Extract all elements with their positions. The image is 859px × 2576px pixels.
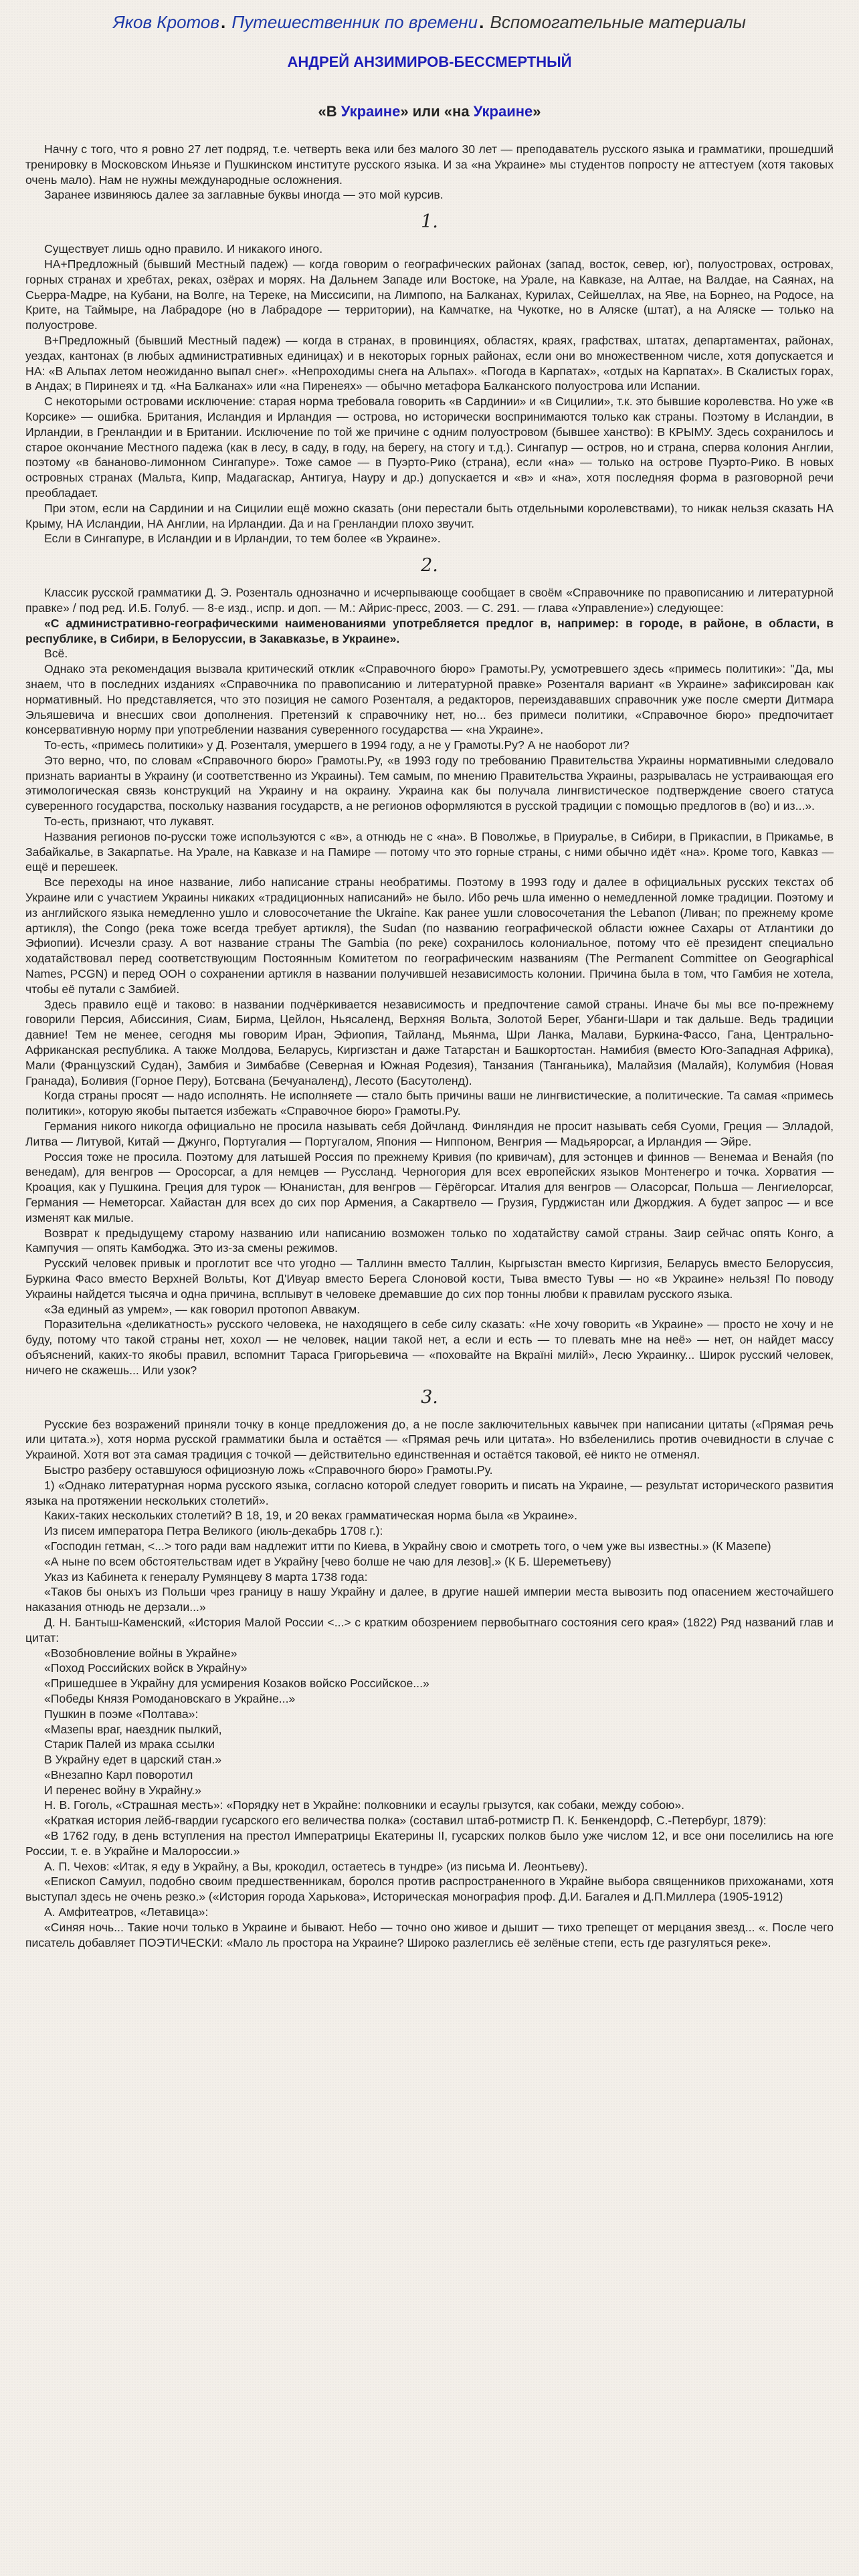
site-header <box>25 0 834 39</box>
article-title: «В Украине» или «на Украине» <box>318 103 541 120</box>
paragraph: «Внезапно Карл поворотил <box>44 1767 193 1782</box>
paragraph: А. П. Чехов: «Итак, я еду в Украйну, а Вы, крокодил, остаетесь в тундре» (из письма И. Леонтьеву). <box>44 1859 588 1873</box>
paragraph: «Господин гетман, <...> того ради вам надлежит итти по Киева, в Украйну свою и смотреть того, о чем уже вы известны.» (К Мазепе) <box>44 1539 771 1553</box>
paragraph: Названия регионов по-русски тоже используются с «в», а отнюдь не с «на». В Поволжье, в Приуралье, в Сибири, в Прикаспии, в Прикамье, в Забайкалье, в Закарпатье. На Урале, на Кавказе и на Памире — потому что это горные страны, с ними обычно идёт «на». Кроме того, Кавказ — ещё и перешеек. <box>25 829 834 874</box>
paragraph: А. Амфитеатров, «Летавица»: <box>44 1905 209 1919</box>
paragraph: Начну с того, что я ровно 27 лет подряд, т.е. четверть века или без малого 30 лет — преподаватель русского языка и грамматики, прошедший тренировку в Московском Иньязе и Пушкинском институте русского языка. И за «на Украине» мы студентов попросту не аттестуем (хотя таковых очень мало). Нам не нужны международные осложнения. <box>25 142 834 187</box>
section-number: 2. <box>421 555 438 576</box>
paragraph: Здесь правило ещё и таково: в названии подчёркивается независимость и предпочтение самой страны. Иначе бы мы все по-прежнему говорили Персия, Абиссиния, Сиам, Бирма, Цейлон, Ньясаленд, Верхняя Вольта, Золотой Берег, Убанги-Шари и так дальше. Ведь традиции давние! Тем не менее, сегодня мы говорим Иран, Эфиопия, Тайланд, Мьянма, Шри Ланка, Малави, Буркина-Фассо, Гана, Центрально-Африканская республика. А также Молдова, Беларусь, Киргизстан и даже Татарстан и Башкортостан. Намибия (вместо Юго-Западная Африка), Мали (Французский Судан), Замбия и Зимбабве (Северная и Южная Родезия), Танзания (Танганьика), Малайзия (Малайя), Колумбия (Новая Гранада), Боливия (Горное Перу), Ботсвана (Бечуаналенд), Лесото (Басутоленд). <box>25 997 834 1087</box>
paragraph: Если в Сингапуре, в Исландии и в Ирландии, то тем более «в Украине». <box>44 532 441 546</box>
paragraph: «Возобновление войны в Украйне» <box>44 1646 237 1660</box>
paragraph: Возврат к предыдущему старому названию или написанию возможен только по ходатайству самой страны. Заир сейчас опять Конго, а Кампучия — опять Камбоджа. Это из-за смены режимов. <box>25 1226 834 1255</box>
paragraph: Русские без возражений приняли точку в конце предложения до, а не после заключительных кавычек при написании цитаты («Прямая речь или цитата.»), хотя норма русской грамматики была и остаётся — «Прямая речь или цитата». Но взбеленились против очевидности в случае с Украиной. Хотя вот эта самая традиция с точкой — действительно единственная и остаётся таковой, её никто не отменял. <box>25 1417 834 1462</box>
paragraph: Указ из Кабинета к генералу Румянцеву 8 марта 1738 года: <box>44 1570 368 1584</box>
paragraph: «Епископ Самуил, подобно своим предшественникам, боролся против распространенного в Украйне выбора священников прихожанами, хотя выступал здесь не очень резко.» («История города Харькова», Историческая монография проф. Д.И. Багалея и Д.П.Миллера (1905-1912) <box>25 1874 834 1904</box>
paragraph: НА+Предложный (бывший Местный падеж) — когда говорим о географических районах (запад, восток, север, юг), полуостровах, островах, горных странах и хребтах, реках, озёрах и морях. На Дальнем Западе или Востоке, на Урале, на Кавказе, на Алтае, на Валдае, на Саянах, на Сьерра-Мадре, на Кубани, на Волге, на Тереке, на Миссисипи, на Лимпопо, на Балканах, Курилах, Сейшеллах, на Яве, на Борнео, на Родосе, на Крите, на Таймыре, на Лабрадоре (но в Лабрадоре — территории), на Камчатке, на Чукотке, но в Аляске (штат), а на Аляске — только на полуострове. <box>25 257 834 332</box>
section-number: 3. <box>421 1386 438 1408</box>
paragraph: Быстро разберу оставшуюся официозную ложь «Справочного бюро» Грамоты.Ру. <box>44 1463 493 1477</box>
paragraph: Германия никого никогда официально не просила называть себя Дойчланд. Финляндия не просит называть себя Суоми, Греция — Элладой, Литва — Литувой, Китай — Джунго, Португалия — Португалом, Япония — Ниппоном, Венгрия — Мадьярорсаг, а Ирландия — Эйре. <box>25 1119 834 1148</box>
title-link-1[interactable]: Украине <box>341 103 401 120</box>
paragraph: Каких-таких нескольких столетий? В 18, 19, и 20 веках грамматическая норма была «в Украине». <box>44 1509 578 1523</box>
paragraph: В Украйну едет в царский стан.» <box>44 1753 222 1767</box>
section-number: 1. <box>421 211 438 233</box>
title-link-2[interactable]: Украине <box>473 103 533 120</box>
paragraph: Заранее извиняюсь далее за заглавные буквы иногда — это мой курсив. <box>44 188 444 202</box>
paragraph: С некоторыми островами исключение: старая норма требовала говорить «в Сардинии» и «в Сицилии», т.к. это бывшие королевства. Но уже «в Корсике» — ошибка. Британия, Исландия и Ирландия — острова, но исторически воспринимаются только как страны. Поэтому в Исландии, в Ирландии, в Гренландии и в Британии. Исключение по той же причине с одним полуостровом (бывшее ханство): В КРЫМУ. Здесь сохранилось и старое окончание Местного падежа (как в лесу, в саду, в году, на берегу, на стогу и т.д.). Сингапур — остров, но и страна, сперва колония Англии, поэтому «в банановo-лимонном Сингапуре». Тоже самое — в Пуэрто-Рико (страна), если «на» — только на острове Пуэрто-Рико. В новых островных странах (Мальта, Кипр, Мадагаскар, Антигуа, Науру и др.) допускается и «в» и «на», хотя последняя форма в разговорной речи преобладает. <box>25 395 834 500</box>
paragraph: Старик Палей из мрака ссылки <box>44 1737 215 1751</box>
section-label: Вспомогательные материалы <box>490 12 746 32</box>
paragraph: 1) «Однако литературная норма русского языка, согласно которой следует говорить и писать на Украине, — результат исторического развития языка на протяжении нескольких столетий». <box>25 1478 834 1507</box>
paragraph: Классик русской грамматики Д. Э. Розенталь однозначно и исчерпывающе сообщает в своём «Справочнике по правописанию и литературной правке» / под ред. И.Б. Голуб. — 8-е изд., испр. и доп. — М.: Айрис-пресс, 2003. — С. 291. — глава «Управление») следующее: <box>25 586 834 615</box>
paragraph: «Мазепы враг, наездник пылкий, <box>44 1722 222 1736</box>
paragraph: Все переходы на иное название, либо написание страны необратимы. Поэтому в 1993 году и далее в официальных русских текстах об Украине или с участием Украины никаких «традиционных написаний» не было. Ибо речь шла именно о немедленной ломке традиции. Поэтому и из английского языка немедленно ушло и словосочетание the Ukraine. Как ранее ушли словосочетания the Lebanon (Ливан; по прежнему кроме артикля), the Congo (река тоже всегда требует артикля), the Sudan (по названию географической области южнее Сахары от Атлантики до Эфиопии). Исчезли сразу. А вот название страны The Gambia (по реке) сохранилось колониальное, потому что её президент специально ходатайствовал перед соответствующим Постоянным Комитетом по географическим названиям (The Permanent Committee on Geographical Names, PCGN) и перед ООН о сохранении артикля в названии получившей независимость колонии. Причина была в том, что Гамбия не хотела, чтобы её путали с Замбией. <box>25 875 834 996</box>
paragraph: То-есть, признают, что лукавят. <box>44 815 215 829</box>
paragraph: Существует лишь одно правило. И никакого иного. <box>44 242 323 256</box>
author-link[interactable]: Яков Кротов <box>113 12 219 32</box>
paragraph: «За единый аз умрем», — как говорил протопоп Аввакум. <box>44 1302 361 1316</box>
paragraph: «Синяя ночь... Такие ночи только в Украине и бывают. Небо — точно оно живое и дышит — тихо трепещет от мерцания звезд... «. После чего писатель добавляет ПОЭТИЧЕСКИ: «Мало ль простора на Украине? Широко разлеглись её зелёные степи, есть где разгуляться реке». <box>25 1920 834 1949</box>
paragraph: Это верно, что, по словам «Справочного бюро» Грамоты.Ру, «в 1993 году по требованию Правительства Украины нормативными следовало признать варианты в Украину (и соответственно из Украины). Тем самым, по мнению Правительства Украины, разрывалась не устраивающая его этимологическая связь конструкций на Украину и на окраину. Украина как бы получала лингвистическое подтверждение своего статуса суверенного государства, поскольку названия государств, а не регионов оформляются в русской традиции с помощью предлогов в (во) и из...». <box>25 753 834 813</box>
article-author: АНДРЕЙ АНЗИМИРОВ-БЕССМЕРТНЫЙ <box>287 53 572 70</box>
paragraph: Когда страны просят — надо исполнять. Не исполняете — стало быть причины ваши не лингвистические, а политические. Та самая «примесь политики», которую якобы пытается избежать «Справочное бюро» Грамоты.Ру. <box>25 1089 834 1118</box>
paragraph: «Поход Российских войск в Украйну» <box>44 1661 248 1675</box>
paragraph: «Победы Князя Ромодановскаго в Украйне...» <box>44 1691 296 1705</box>
paragraph: Из писем императора Петра Великого (июль-декабрь 1708 г.): <box>44 1524 383 1538</box>
paragraph: И перенес войну в Украйну.» <box>44 1783 201 1797</box>
paragraph: «А ныне по всем обстоятельствам идет в Украйну [чево болше не чаю для лезов].» (К Б. Шереметьеву) <box>44 1554 611 1568</box>
paragraph: «В 1762 году, в день вступления на престол Императрицы Екатерины II, гусарских полков было уже числом 12, и все они поселились на юге России, т. е. в Украйне и Малороссии.» <box>25 1829 834 1858</box>
paragraph: Поразительна «деликатность» русского человека, не находящего в себе силу сказать: «Не хочу говорить «в Украине» — просто не хочу и не буду, потому что такой страны нет, хохол — не человек, нации такой нет, а если и есть — то плевать мне на неё» — нет, он найдет массу объяснений, каких-то якобы правил, вспомнит Тараса Григорьевича — «поховайте на Вкраїні милій», Лесю Украинку... Широк русский человек, ничего не скажешь... Или узок? <box>25 1317 834 1377</box>
paragraph: При этом, если на Сардинии и на Сицилии ещё можно сказать (они перестали быть отдельными королевствами), то никак нельзя сказать НА Крыму, НА Исландии, НА Англии, на Ирландии. Да и на Гренландии плохо звучит. <box>25 501 834 530</box>
paragraph: «Таков бы оныхъ из Польши чрез границу в нашу Украйну и далее, в другие нашей империи места вывозить под опасением жесточайшего наказания отнюдь не дерзали...» <box>25 1585 834 1614</box>
paragraph: Россия тоже не просила. Поэтому для латышей Россия по прежнему Кривия (по кривичам), для эстонцев и финнов — Венемаа и Венайя (по венедам), для венгров — Оросорсаг, а для немцев — Руссланд. Черногория для всех европейских языков Монтенегро и точка. Хорватия — Кроация, как у Пушкина. Греция для турок — Юнанистан, для венгров — Гёрёгорсаг. Италия для венгров — Оласорсаг, Польша — Ленгиелорсаг, Германия — Неметорсаг. Хайастан для всех до сих пор Армения, а Сакартвело — Грузия, Гурджистан или Джорджия. А будет запрос — и все изменят как милые. <box>25 1150 834 1224</box>
paragraph: «Пришедшее в Украйну для усмирения Козаков войско Российское...» <box>44 1677 430 1691</box>
paragraph: В+Предложный (бывший Местный падеж) — когда в странах, в провинциях, областях, краях, графствах, штатах, департаментах, районах, уездах, кантонах (в любых административных единицах) и в некоторых горных районах, если они во множественном числе, хотя допускается и НА: «В Альпах летом неожиданно выпал снег». «Непроходимы снега на Альпах». «Погода в Карпатах», «отдых на Карпатах». В Скалистых горах, в Андах; в Пиринеях и тд. «На Балканах» или «на Пиренеях» — обычно метафора Балканского полуострова или Испании. <box>25 333 834 393</box>
paragraph: Д. Н. Бантыш-Каменский, «История Малой России <...> с кратким обозрением первобытнаго состояния сего края» (1822) Ряд названий глав и цитат: <box>25 1615 834 1644</box>
paragraph: Н. В. Гоголь, «Страшная месть»: «Порядку нет в Украйне: полковники и есаулы грызутся, как собаки, между собою». <box>44 1798 685 1812</box>
paragraph: Русский человек привык и проглотит все что угодно — Таллинн вместо Таллин, Кыргызстан вместо Киргизия, Беларусь вместо Белоруссия, Буркина Фасо вместо Верхней Вольты, Кот Д'Ивуар вместо Берега Слоновой кости, Тыва вместо Тувы — но «в Украине» нельзя! По поводу Украины найдется тысяча и одна причина, всплывут в человеке дремавшие до сих пор тонны любви к правилам русского языка. <box>25 1257 834 1301</box>
separator-dot: . <box>220 12 226 32</box>
paragraph: «С административно-географическими наименованиями употребляется предлог в, например: в городе, в районе, в области, в республике, в Сибири, в Белоруссии, в Закавказье, в Украине». <box>25 616 834 645</box>
paragraph: Всё. <box>44 647 68 661</box>
paragraph: Однако эта рекомендация вызвала критический отклик «Справочного бюро» Грамоты.Ру, усмотревшего здесь «примесь политики»: "Да, мы знаем, что в последних изданиях «Справочника по правописанию и литературной правке» Розенталя вариант «в Украине» зафиксирован как нормативный. Но представляется, что это позиция не самого Розенталя, а редакторов, переиздававших справочник уже после смерти Дитмара Эльяшевича и внесших свои дополнения. Претензий к справочнику нет, но... без примеси политики, «Справочное бюро» предпочитает консервативную норму при употреблении названия суверенного государства — «на Украине». <box>25 662 834 737</box>
paragraph: То-есть, «примесь политики» у Д. Розенталя, умершего в 1994 году, а не у Грамоты.Ру? А не наоборот ли? <box>44 738 630 752</box>
paragraph: Пушкин в поэме «Полтава»: <box>44 1707 199 1721</box>
site-link[interactable]: Путешественник по времени <box>231 12 478 32</box>
paragraph: «Краткая история лейб-гвардии гусарского его величества полка» (составил штаб-ротмистр П. К. Бенкендорф, С.-Петербург, 1879): <box>44 1814 767 1828</box>
separator-dot: . <box>479 12 484 32</box>
article-body <box>25 142 834 1950</box>
